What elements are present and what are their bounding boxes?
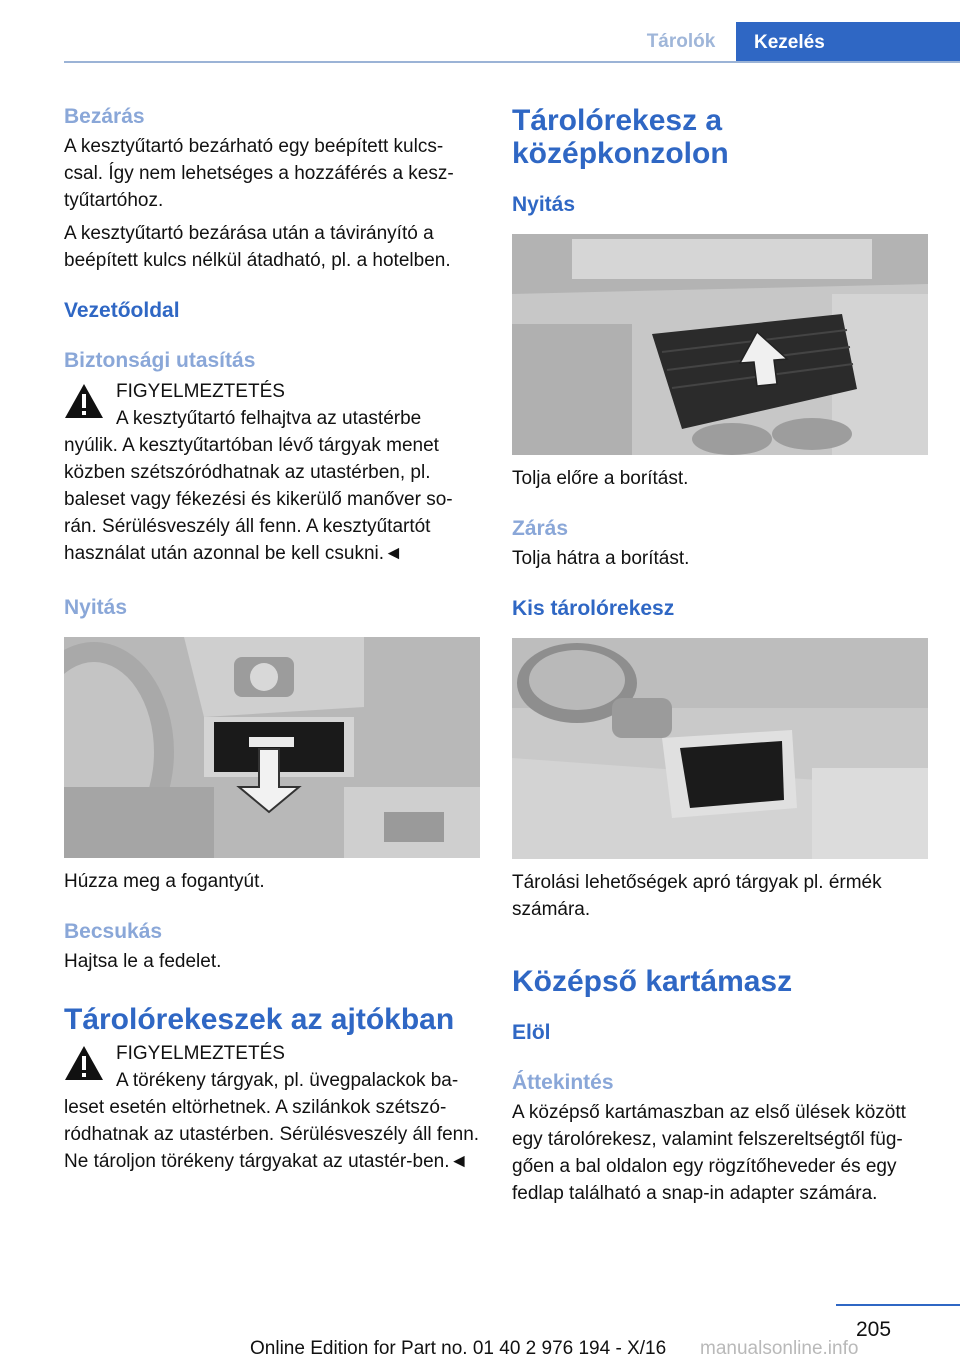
footer-rule bbox=[836, 1304, 960, 1306]
warning-triangle-icon bbox=[64, 383, 104, 419]
heading-kis-tarolorekesz: Kis tárolórekesz bbox=[512, 597, 675, 620]
warning-box-glovebox bbox=[64, 378, 480, 567]
right-column bbox=[512, 104, 928, 1207]
paragraph-bezaras-1: A kesztyűtartó bezárható egy beépített kulcs-csal. Így nem lehetséges a hozzáférés a kesz-tyűtartóhoz. bbox=[64, 136, 454, 211]
glovebox-handle-image bbox=[64, 637, 480, 858]
header-tab-storage: Tárolók bbox=[646, 31, 716, 52]
heading-becsukas: Becsukás bbox=[64, 920, 163, 943]
heading-vezetooldal: Vezetőoldal bbox=[64, 299, 180, 322]
paragraph-bezaras-2: A kesztyűtartó bezárása után a távirányító a beépített kulcs nélkül átadható, pl. a hotelben. bbox=[64, 223, 451, 271]
heading-nyitas: Nyitás bbox=[64, 596, 128, 619]
caption-nyitas-right: Tolja előre a borítást. bbox=[512, 468, 689, 489]
header-rule bbox=[64, 61, 960, 63]
heading-biztonsagi: Biztonsági utasítás bbox=[64, 349, 256, 372]
paragraph-becsukas: Hajtsa le a fedelet. bbox=[64, 951, 222, 972]
warning-text: A törékeny tárgyak, pl. üvegpalackok ba-leset esetén eltörhetnek. A szilánkok szétszó-ródhatnak az utastérben. Sérülésveszély áll fenn. Ne tároljon törékeny tárgyakat az utastér-ben.◄ bbox=[64, 1070, 480, 1172]
heading-kozepkonzol: Tárolórekesz a középkonzolon bbox=[512, 104, 729, 170]
warning-box-doors bbox=[64, 1040, 480, 1175]
heading-nyitas-right: Nyitás bbox=[512, 193, 576, 216]
console-cover-image bbox=[512, 234, 928, 455]
paragraph-attekintes: A középső kartámaszban az első ülések között egy tárolórekesz, valamint felszereltségtől füg-gően a bal oldalon egy rögzítőheveder és egy fedlap található a snap-in adapter számára. bbox=[512, 1102, 906, 1204]
heading-ajtok: Tárolórekeszek az ajtókban bbox=[64, 1003, 455, 1036]
heading-zaras: Zárás bbox=[512, 517, 569, 540]
warning-text: A kesztyűtartó felhajtva az utastérbe nyúlik. A kesztyűtartóban lévő tárgyak menet közben szétszóródhatnak az utastérben, pl. baleset vagy fékezési és kikerülő manőver so-rán. Sérülésveszély áll fenn. A kesztyűtartót használat után azonnal be kell csukni.◄ bbox=[64, 408, 453, 564]
header-tab-operation: Kezelés bbox=[736, 22, 960, 63]
caption-kis-tarolorekesz: Tárolási lehetőségek apró tárgyak pl. érmék számára. bbox=[512, 872, 882, 920]
watermark-text: manualsonline.info bbox=[700, 1338, 859, 1359]
heading-bezaras: Bezárás bbox=[64, 105, 145, 128]
warning-triangle-icon bbox=[64, 1045, 104, 1081]
caption-nyitas: Húzza meg a fogantyút. bbox=[64, 871, 265, 892]
heading-kozepso-kartamasz: Középső kartámasz bbox=[512, 965, 793, 998]
heading-elol: Elöl bbox=[512, 1021, 551, 1044]
paragraph-zaras: Tolja hátra a borítást. bbox=[512, 548, 690, 569]
heading-attekintes: Áttekintés bbox=[512, 1071, 614, 1094]
warning-title: FIGYELMEZTETÉS bbox=[116, 381, 285, 402]
left-column bbox=[64, 104, 480, 1175]
edition-text: Online Edition for Part no. 01 40 2 976 194 - X/16 bbox=[250, 1338, 667, 1359]
small-compartment-image bbox=[512, 638, 928, 859]
page-header bbox=[0, 0, 960, 63]
warning-title: FIGYELMEZTETÉS bbox=[116, 1043, 285, 1064]
page-number: 205 bbox=[856, 1318, 892, 1341]
